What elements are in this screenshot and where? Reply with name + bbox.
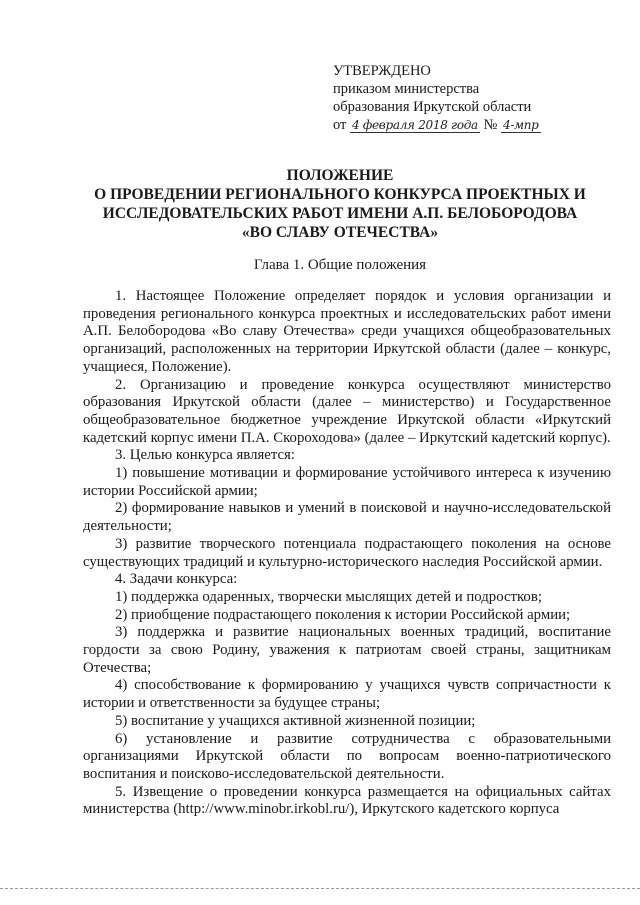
approval-ministry-line: образования Иркутской области (333, 99, 532, 115)
from-label: от (333, 117, 347, 133)
title-line-3: ИССЛЕДОВАТЕЛЬСКИХ РАБОТ ИМЕНИ А.П. БЕЛОБОРОДОВА (102, 205, 578, 222)
paragraph: 5) воспитание у учащихся активной жизненной позиции; (115, 712, 476, 729)
paragraph: 5. Извещение о проведении конкурса размещается на официальных сайтах министерства (http://www.minobr.irkobl.ru/), Иркутского кадетского корпуса (83, 783, 611, 818)
paragraph: 4. Задачи конкурса: (115, 571, 238, 588)
paragraph: 2. Организацию и проведение конкурса осуществляют министерство образования Иркутской области (далее – министерство) и Государственное общеобразовательное бюджетное учреждение Иркутской области «Иркутский кадетский корпус имени П.А. Скороходова» (далее – Иркутский кадетский корпус). (83, 376, 611, 446)
approval-date-line (333, 116, 633, 134)
paragraph: 2) формирование навыков и умений в поисковой и научно-исследовательской деятельности; (83, 500, 611, 535)
paragraph: 3) развитие творческого потенциала подрастающего поколения на основе существующих традиций и культурно-исторического наследия Российской армии. (83, 535, 611, 570)
paragraph: 3) поддержка и развитие национальных военных традиций, воспитание гордости за свою Родину, уважения к патриотам своей страны, защитникам Отечества; (83, 624, 611, 676)
approval-block (333, 62, 633, 134)
approval-heading: УТВЕРЖДЕНО (333, 63, 431, 79)
number-label: № (483, 117, 498, 133)
paragraph: 2) приобщение подрастающего поколения к истории Российской армии; (115, 606, 571, 623)
page-bottom-divider (0, 888, 640, 889)
title-line-1: ПОЛОЖЕНИЕ (286, 167, 394, 184)
paragraph: 1. Настоящее Положение определяет порядок и условия организации и проведения регионального конкурса проектных и исследовательских работ имени А.П. Белобородова «Во славу Отечества» среди учащихся общеобразовательных организаций, расположенных на территории Иркутской области (далее – конкурс, учащиеся, Положение). (83, 288, 611, 375)
document-body (83, 288, 611, 819)
title-line-4: «ВО СЛАВУ ОТЕЧЕСТВА» (241, 224, 439, 241)
paragraph: 1) повышение мотивации и формирование устойчивого интереса к изучению истории Российской армии; (83, 465, 611, 499)
paragraph: 6) установление и развитие сотрудничества с образовательными организациями Иркутской области по вопросам военно-патриотического воспитания и поисково-исследовательской деятельности. (83, 730, 611, 782)
handwritten-date: 4 февраля 2018 года (352, 118, 478, 132)
handwritten-number: 4-мпр (503, 118, 539, 132)
approval-order-line: приказом министерства (333, 81, 480, 97)
paragraph: 1) поддержка одаренных, творчески мыслящих детей и подростков; (115, 588, 542, 605)
document-title (60, 166, 620, 242)
paragraph: 3. Целью конкурса является: (115, 447, 295, 464)
title-line-2: О ПРОВЕДЕНИИ РЕГИОНАЛЬНОГО КОНКУРСА ПРОЕКТНЫХ И (94, 186, 586, 203)
chapter-heading: Глава 1. Общие положения (253, 257, 427, 273)
paragraph: 4) способствование к формированию у учащихся чувств сопричастности к истории и ответственности за будущее страны; (83, 677, 611, 712)
